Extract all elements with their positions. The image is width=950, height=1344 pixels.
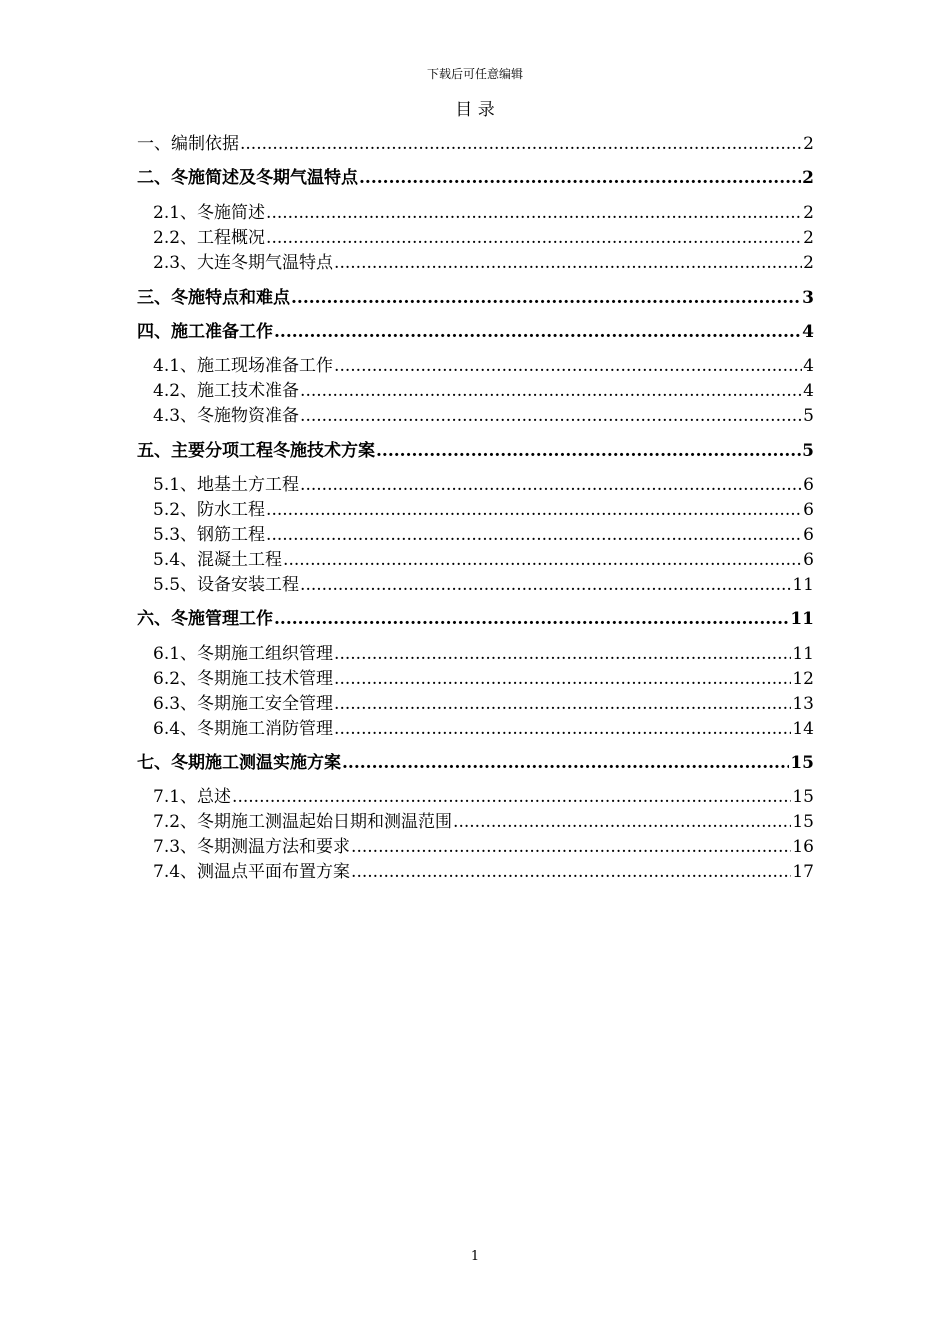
- toc-entry[interactable]: [137, 131, 814, 155]
- toc-entry-label: 5.2、防水工程: [153, 500, 266, 520]
- toc-leader-dots: [342, 752, 789, 774]
- toc-entry[interactable]: [137, 165, 814, 189]
- toc-leader-dots: [283, 549, 802, 571]
- toc-entry-page: 12: [792, 669, 814, 689]
- toc-entry-page: 6: [803, 500, 814, 520]
- toc-entry[interactable]: [153, 784, 814, 808]
- toc-entry[interactable]: [153, 353, 814, 377]
- toc-leader-dots: [334, 668, 791, 690]
- toc-entry-label: 7.2、冬期施工测温起始日期和测温范围: [153, 812, 453, 832]
- toc-entry[interactable]: [153, 691, 814, 715]
- toc-leader-dots: [351, 861, 791, 883]
- toc-entry-page: 16: [792, 837, 814, 857]
- toc-entry-label: 7.1、总述: [153, 787, 232, 807]
- toc-entry-label: 5.5、设备安装工程: [153, 575, 300, 595]
- toc-leader-dots: [300, 380, 802, 402]
- toc-entry-label: 4.3、冬施物资准备: [153, 406, 300, 426]
- toc-entry-page: 13: [792, 694, 814, 714]
- toc-leader-dots: [274, 321, 801, 343]
- toc-entry-label: 5.3、钢筋工程: [153, 525, 266, 545]
- toc-entry[interactable]: [153, 522, 814, 546]
- toc-entry-page: 5: [803, 406, 814, 426]
- toc-entry[interactable]: [137, 319, 814, 343]
- toc-entry[interactable]: [153, 547, 814, 571]
- toc-entry-label: 4.2、施工技术准备: [153, 381, 300, 401]
- toc-entry-label: 四、施工准备工作: [137, 322, 273, 342]
- toc-entry[interactable]: [153, 716, 814, 740]
- toc-entry-page: 2: [802, 168, 814, 188]
- toc-entry-page: 2: [803, 228, 814, 248]
- toc-entry-label: 2.3、大连冬期气温特点: [153, 253, 334, 273]
- toc-entry-page: 2: [803, 253, 814, 273]
- page-number: 1: [470, 1249, 480, 1264]
- toc-entry-page: 6: [803, 525, 814, 545]
- toc-leader-dots: [300, 405, 802, 427]
- table-of-contents: [137, 0, 814, 1344]
- toc-entry-page: 11: [790, 609, 814, 629]
- toc-entry-page: 2: [803, 203, 814, 223]
- toc-entry-page: 14: [792, 719, 814, 739]
- toc-entry[interactable]: [153, 472, 814, 496]
- toc-entry[interactable]: [153, 250, 814, 274]
- toc-entry[interactable]: [153, 200, 814, 224]
- toc-entry-label: 2.2、工程概况: [153, 228, 266, 248]
- toc-leader-dots: [359, 167, 801, 189]
- toc-entry[interactable]: [153, 225, 814, 249]
- toc-entry-label: 6.4、冬期施工消防管理: [153, 719, 334, 739]
- toc-entry-label: 五、主要分项工程冬施技术方案: [137, 441, 375, 461]
- toc-entry-page: 15: [790, 753, 814, 773]
- toc-entry-label: 6.1、冬期施工组织管理: [153, 644, 334, 664]
- toc-entry-label: 7.3、冬期测温方法和要求: [153, 837, 351, 857]
- toc-entry-page: 15: [792, 787, 814, 807]
- toc-entry-page: 11: [792, 644, 814, 664]
- toc-entry-label: 二、冬施简述及冬期气温特点: [137, 168, 358, 188]
- toc-entry-label: 一、编制依据: [137, 134, 239, 154]
- toc-entry[interactable]: [137, 438, 814, 462]
- toc-leader-dots: [240, 133, 802, 155]
- toc-entry-page: 15: [792, 812, 814, 832]
- toc-leader-dots: [274, 608, 789, 630]
- toc-entry-label: 6.2、冬期施工技术管理: [153, 669, 334, 689]
- toc-entry[interactable]: [153, 859, 814, 883]
- toc-leader-dots: [266, 524, 802, 546]
- toc-entry[interactable]: [153, 378, 814, 402]
- toc-entry[interactable]: [153, 809, 814, 833]
- toc-entry-label: 6.3、冬期施工安全管理: [153, 694, 334, 714]
- toc-entry[interactable]: [137, 606, 814, 630]
- toc-entry-label: 5.4、混凝土工程: [153, 550, 283, 570]
- toc-entry[interactable]: [153, 641, 814, 665]
- toc-entry[interactable]: [137, 750, 814, 774]
- toc-leader-dots: [376, 440, 801, 462]
- toc-leader-dots: [453, 811, 791, 833]
- toc-entry-label: 4.1、施工现场准备工作: [153, 356, 334, 376]
- toc-entry-page: 3: [802, 288, 814, 308]
- toc-entry[interactable]: [153, 834, 814, 858]
- toc-entry-page: 2: [803, 134, 814, 154]
- toc-entry-page: 11: [792, 575, 814, 595]
- toc-entry-page: 6: [803, 475, 814, 495]
- toc-leader-dots: [334, 643, 791, 665]
- toc-leader-dots: [266, 227, 802, 249]
- toc-entry-page: 17: [792, 862, 814, 882]
- toc-entry-label: 5.1、地基土方工程: [153, 475, 300, 495]
- toc-leader-dots: [266, 499, 802, 521]
- toc-entry-label: 2.1、冬施简述: [153, 203, 266, 223]
- toc-leader-dots: [266, 202, 802, 224]
- toc-entry-page: 6: [803, 550, 814, 570]
- toc-leader-dots: [291, 287, 801, 309]
- toc-leader-dots: [300, 474, 802, 496]
- toc-entry-page: 4: [802, 322, 814, 342]
- toc-entry[interactable]: [153, 497, 814, 521]
- page-header: 下载后可任意编辑: [426, 67, 523, 81]
- toc-leader-dots: [232, 786, 791, 808]
- toc-entry[interactable]: [153, 666, 814, 690]
- toc-leader-dots: [351, 836, 791, 858]
- toc-entry-label: 七、冬期施工测温实施方案: [137, 753, 341, 773]
- toc-entry-label: 六、冬施管理工作: [137, 609, 273, 629]
- toc-entry[interactable]: [153, 403, 814, 427]
- toc-entry[interactable]: [153, 572, 814, 596]
- toc-entry[interactable]: [137, 285, 814, 309]
- toc-leader-dots: [334, 693, 791, 715]
- toc-entry-page: 5: [802, 441, 814, 461]
- toc-leader-dots: [334, 252, 802, 274]
- toc-title: 目 录: [455, 100, 495, 120]
- toc-entry-label: 三、冬施特点和难点: [137, 288, 290, 308]
- toc-leader-dots: [334, 718, 791, 740]
- toc-entry-label: 7.4、测温点平面布置方案: [153, 862, 351, 882]
- toc-entry-page: 4: [803, 381, 814, 401]
- toc-leader-dots: [300, 574, 791, 596]
- toc-entry-page: 4: [803, 356, 814, 376]
- toc-leader-dots: [334, 355, 802, 377]
